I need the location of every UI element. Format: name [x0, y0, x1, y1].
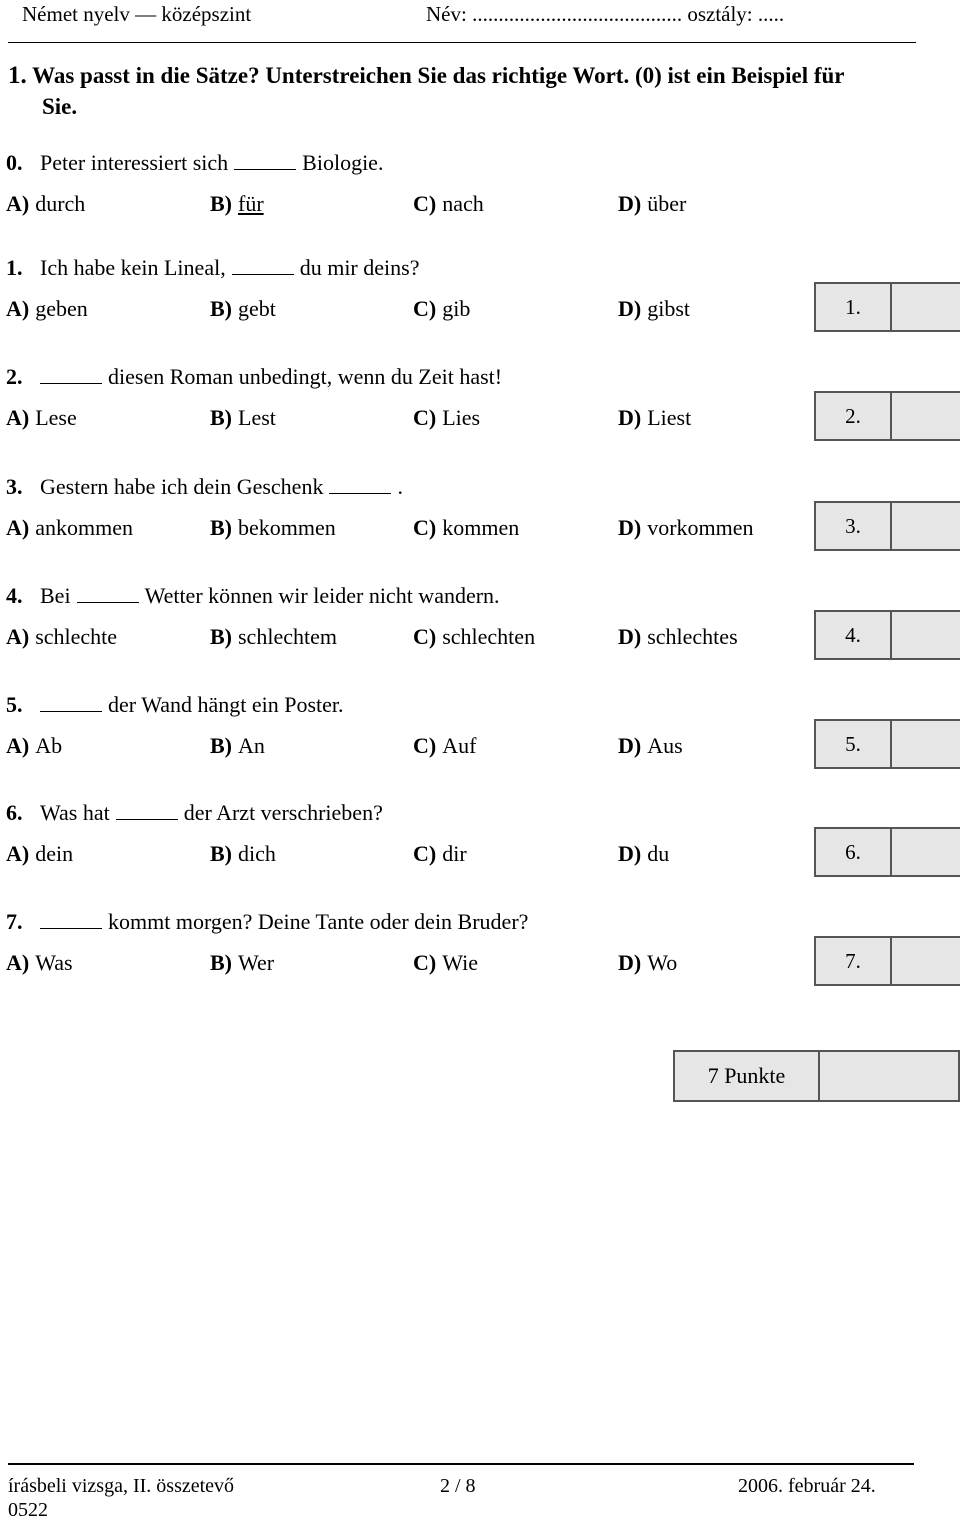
score-entry-cell[interactable] — [892, 612, 960, 658]
option-text: Liest — [647, 405, 692, 430]
option-c[interactable] — [413, 191, 484, 217]
option-b[interactable] — [210, 296, 276, 322]
option-key: C) — [413, 296, 437, 321]
option-text: vorkommen — [647, 515, 754, 540]
task-instruction-line2: Sie. — [42, 94, 78, 119]
option-text: dein — [35, 841, 74, 866]
option-key: D) — [618, 405, 642, 430]
option-d[interactable] — [618, 296, 690, 322]
option-key: D) — [618, 515, 642, 540]
option-text: nach — [442, 191, 484, 216]
option-key: C) — [413, 515, 437, 540]
question-sentence — [6, 474, 403, 500]
option-c[interactable] — [413, 624, 535, 650]
footer-date: 2006. február 24. — [738, 1475, 876, 1497]
sentence-before-gap: Peter interessiert sich — [40, 150, 229, 175]
option-text: du — [647, 841, 670, 866]
option-key: C) — [413, 733, 437, 758]
question-number: 1. — [6, 255, 23, 280]
score-box — [814, 391, 960, 441]
option-c[interactable] — [413, 841, 467, 867]
option-key: B) — [210, 191, 232, 216]
option-key: B) — [210, 296, 232, 321]
option-text: kommen — [442, 515, 520, 540]
option-b[interactable] — [210, 405, 276, 431]
option-a[interactable] — [6, 191, 85, 217]
score-entry-cell[interactable] — [892, 829, 960, 875]
sentence-after-gap: der Arzt verschrieben? — [183, 800, 383, 825]
option-d[interactable] — [618, 191, 686, 217]
option-c[interactable] — [413, 733, 476, 759]
footer-page-number: 2 / 8 — [440, 1475, 476, 1497]
option-text: Wie — [442, 950, 478, 975]
option-text: Wer — [238, 950, 275, 975]
option-text: für — [238, 191, 264, 216]
option-a[interactable] — [6, 405, 77, 431]
score-box — [814, 827, 960, 877]
option-key: B) — [210, 624, 232, 649]
option-key: D) — [618, 191, 642, 216]
option-text: schlechtes — [647, 624, 738, 649]
option-text: geben — [35, 296, 88, 321]
option-text: Lies — [442, 405, 481, 430]
option-d[interactable] — [618, 841, 669, 867]
option-c[interactable] — [413, 515, 519, 541]
score-box-label: 1. — [816, 284, 892, 330]
question-sentence — [6, 364, 502, 390]
sentence-before-gap: Gestern habe ich dein Geschenk — [40, 474, 324, 499]
sentence-after-gap: der Wand hängt ein Poster. — [108, 692, 344, 717]
option-key: C) — [413, 950, 437, 975]
option-text: Auf — [442, 733, 477, 758]
option-text: gebt — [238, 296, 276, 321]
task-number: 1. — [8, 62, 27, 89]
option-text: durch — [35, 191, 86, 216]
option-key: A) — [6, 405, 30, 430]
option-d[interactable] — [618, 950, 677, 976]
name-class-field: Név: ........................................ osztály: ..... — [426, 2, 785, 26]
task-title — [8, 60, 845, 91]
question-sentence — [6, 583, 500, 609]
option-d[interactable] — [618, 624, 738, 650]
score-entry-cell[interactable] — [892, 284, 960, 330]
total-score-box — [673, 1050, 960, 1102]
sentence-after-gap: . — [397, 474, 403, 499]
option-text: schlechte — [35, 624, 118, 649]
option-b[interactable] — [210, 841, 276, 867]
subject-header: Német nyelv — középszint — [22, 2, 252, 26]
option-key: A) — [6, 515, 30, 540]
question-sentence — [6, 150, 383, 176]
score-box — [814, 719, 960, 769]
question-sentence — [6, 255, 419, 281]
option-text: gibst — [647, 296, 691, 321]
option-key: A) — [6, 841, 30, 866]
answer-gap — [234, 151, 296, 170]
option-text: dir — [442, 841, 467, 866]
score-box — [814, 282, 960, 332]
option-text: Ab — [35, 733, 63, 758]
footer-rule — [8, 1463, 914, 1465]
score-box — [814, 501, 960, 551]
option-key: D) — [618, 950, 642, 975]
option-key: D) — [618, 841, 642, 866]
option-key: B) — [210, 515, 232, 540]
sentence-after-gap: kommt morgen? Deine Tante oder dein Bruder? — [108, 909, 529, 934]
option-key: B) — [210, 733, 232, 758]
option-key: C) — [413, 624, 437, 649]
score-entry-cell[interactable] — [892, 503, 960, 549]
option-text: über — [647, 191, 687, 216]
question-number: 6. — [6, 800, 23, 825]
option-a[interactable] — [6, 841, 73, 867]
option-text: bekommen — [238, 515, 336, 540]
score-box-label: 7. — [816, 938, 892, 984]
answer-gap — [40, 693, 102, 712]
option-text: Aus — [647, 733, 683, 758]
question-number: 3. — [6, 474, 23, 499]
option-key: A) — [6, 950, 30, 975]
option-b[interactable] — [210, 191, 264, 217]
footer-exam-label: írásbeli vizsga, II. összetevő — [8, 1475, 235, 1497]
answer-gap — [329, 475, 391, 494]
option-text: Was — [35, 950, 73, 975]
option-text: gib — [442, 296, 471, 321]
score-box — [814, 610, 960, 660]
option-key: D) — [618, 296, 642, 321]
score-entry-cell[interactable] — [892, 721, 960, 767]
answer-gap — [77, 584, 139, 603]
answer-gap — [232, 256, 294, 275]
option-key: B) — [210, 405, 232, 430]
option-key: C) — [413, 405, 437, 430]
option-text: Lese — [35, 405, 77, 430]
option-text: Lest — [238, 405, 276, 430]
option-text: schlechten — [442, 624, 536, 649]
answer-gap — [116, 801, 178, 820]
score-box-label: 3. — [816, 503, 892, 549]
option-d[interactable] — [618, 515, 754, 541]
answer-gap — [40, 365, 102, 384]
answer-gap — [40, 910, 102, 929]
score-box-label: 2. — [816, 393, 892, 439]
option-key: B) — [210, 841, 232, 866]
score-box-label: 4. — [816, 612, 892, 658]
option-a[interactable] — [6, 515, 133, 541]
question-number: 5. — [6, 692, 23, 717]
question-number: 2. — [6, 364, 23, 389]
option-key: C) — [413, 841, 437, 866]
option-text: Wo — [647, 950, 678, 975]
option-a[interactable] — [6, 950, 73, 976]
question-number: 7. — [6, 909, 23, 934]
sentence-before-gap: Bei — [40, 583, 71, 608]
option-b[interactable] — [210, 624, 337, 650]
score-box-label: 5. — [816, 721, 892, 767]
sentence-before-gap: Ich habe kein Lineal, — [40, 255, 226, 280]
option-text: schlechtem — [238, 624, 337, 649]
question-sentence — [6, 909, 528, 935]
sentence-before-gap: Was hat — [40, 800, 110, 825]
sentence-after-gap: Wetter können wir leider nicht wandern. — [144, 583, 500, 608]
option-d[interactable] — [618, 733, 683, 759]
option-key: B) — [210, 950, 232, 975]
option-b[interactable] — [210, 515, 336, 541]
option-text: dich — [238, 841, 276, 866]
option-a[interactable] — [6, 624, 117, 650]
question-sentence — [6, 800, 383, 826]
question-number: 4. — [6, 583, 23, 608]
sentence-after-gap: Biologie. — [302, 150, 384, 175]
option-c[interactable] — [413, 296, 470, 322]
score-box-label: 6. — [816, 829, 892, 875]
option-b[interactable] — [210, 733, 265, 759]
option-key: D) — [618, 624, 642, 649]
sentence-after-gap: diesen Roman unbedingt, wenn du Zeit hast! — [108, 364, 503, 389]
option-key: A) — [6, 624, 30, 649]
option-key: A) — [6, 733, 30, 758]
option-b[interactable] — [210, 950, 274, 976]
option-key: C) — [413, 191, 437, 216]
option-key: A) — [6, 296, 30, 321]
option-key: A) — [6, 191, 30, 216]
option-a[interactable] — [6, 733, 62, 759]
option-key: D) — [618, 733, 642, 758]
sentence-after-gap: du mir deins? — [299, 255, 420, 280]
task-instruction-line1: Was passt in die Sätze? Unterstreichen Sie das richtige Wort. (0) ist ein Beispiel für — [32, 63, 845, 88]
option-a[interactable] — [6, 296, 88, 322]
option-c[interactable] — [413, 950, 478, 976]
question-number: 0. — [6, 150, 23, 175]
total-score-label: 7 Punkte — [675, 1052, 820, 1100]
question-sentence — [6, 692, 344, 718]
option-c[interactable] — [413, 405, 480, 431]
total-score-cell[interactable] — [820, 1052, 958, 1100]
option-text: An — [238, 733, 265, 758]
option-text: ankommen — [35, 515, 133, 540]
option-d[interactable] — [618, 405, 691, 431]
header-rule — [8, 42, 916, 43]
footer-code: 0522 — [8, 1499, 48, 1521]
score-entry-cell[interactable] — [892, 938, 960, 984]
score-entry-cell[interactable] — [892, 393, 960, 439]
score-box — [814, 936, 960, 986]
